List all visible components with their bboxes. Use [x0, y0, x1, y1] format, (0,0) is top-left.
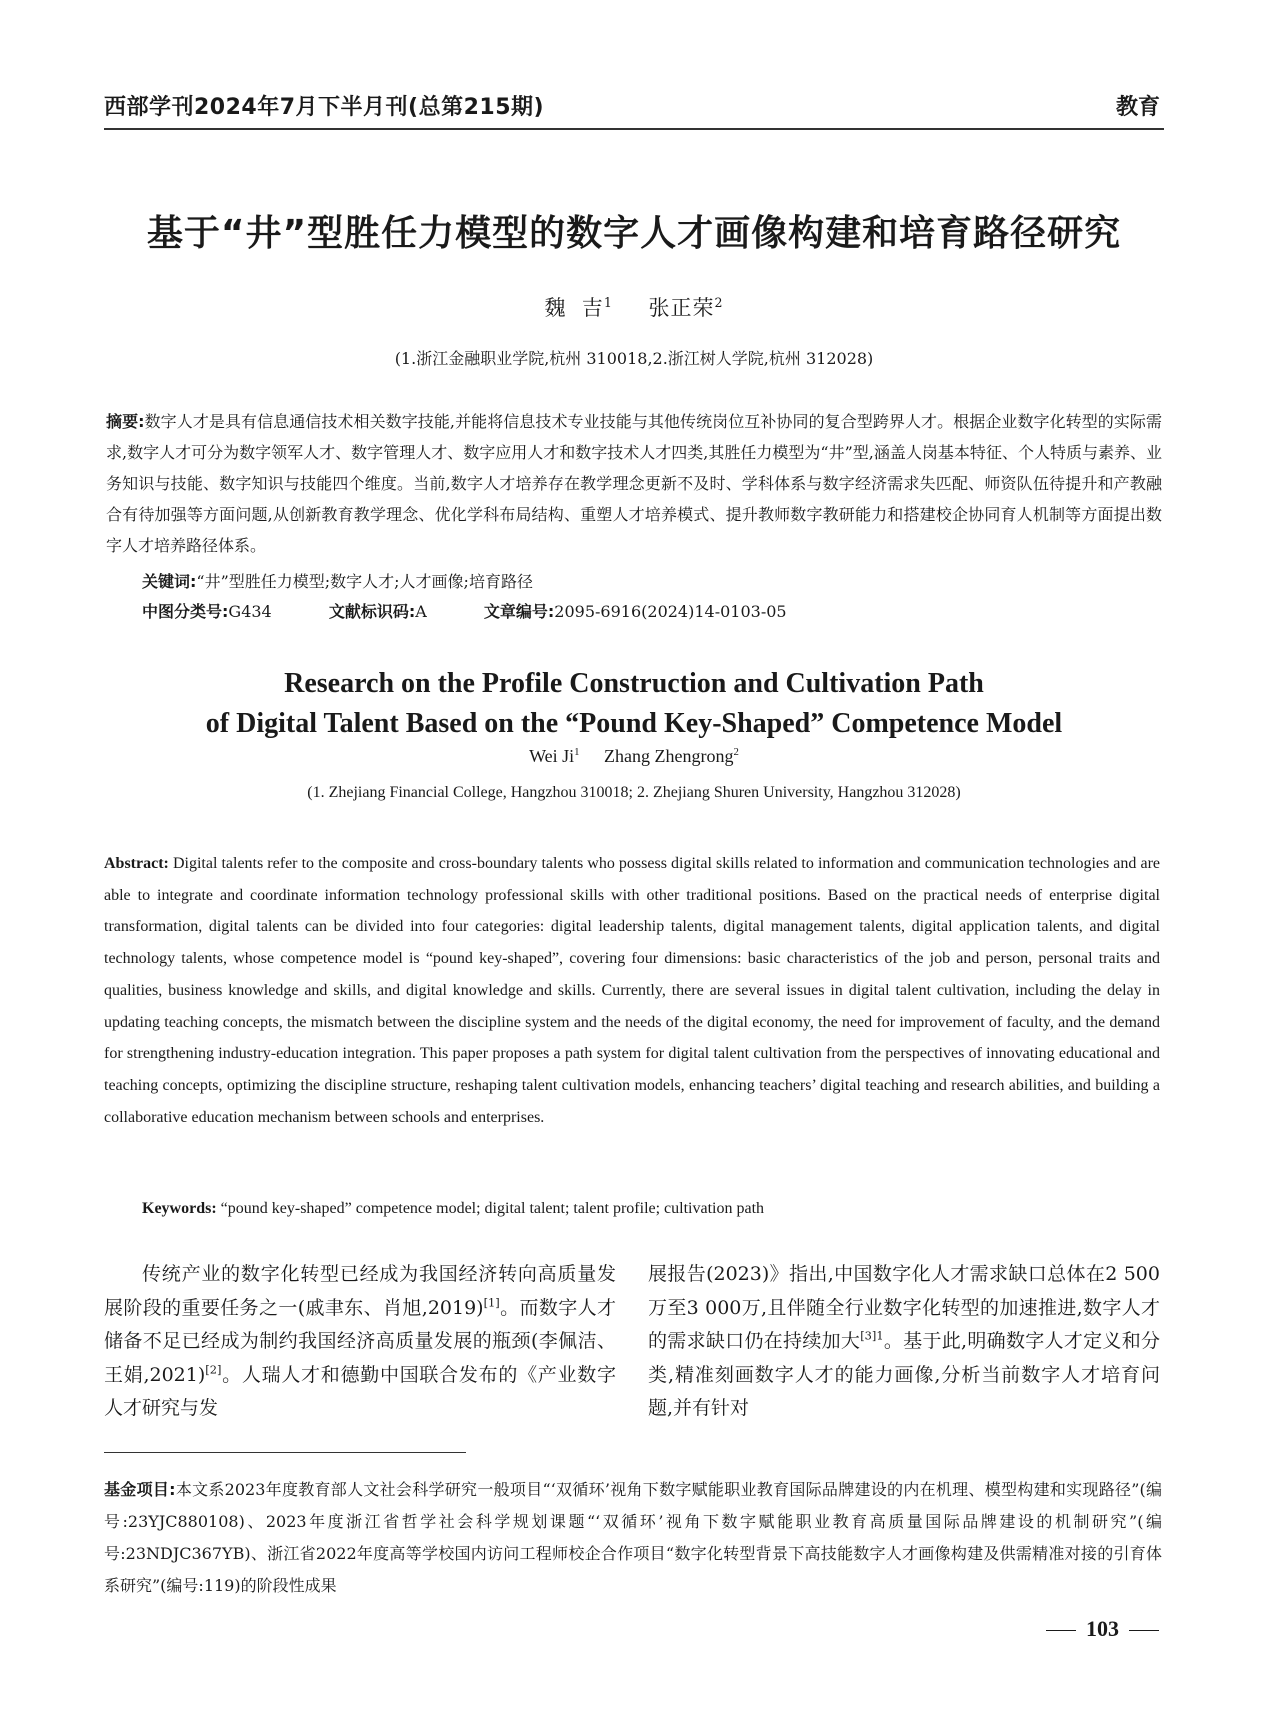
english-keywords-text: “pound key-shaped” competence model; digital talent; talent profile; cultivation path [220, 1200, 765, 1217]
footnote-divider [104, 1452, 466, 1453]
page-dash-right [1129, 1630, 1159, 1631]
chinese-affiliation: (1.浙江金融职业学院,杭州 310018,2.浙江树人学院,杭州 312028) [394, 349, 874, 368]
english-title [0, 664, 1268, 744]
classification-line [142, 598, 1162, 626]
english-author-1: Wei Ji$^1$ [529, 746, 580, 766]
english-keywords-label: Keywords: [142, 1200, 217, 1217]
citation-3: [3]1 [860, 1328, 884, 1343]
clc-number: 中图分类号:G434 [142, 602, 272, 621]
funding-footnote [104, 1474, 1162, 1602]
citation-1: [1] [483, 1295, 500, 1310]
document-code: 文献标识码:A [328, 602, 427, 621]
journal-header: 西部学刊2024年7月下半月刊(总第215期) [104, 95, 545, 120]
funding-label: 基金项目: [104, 1480, 176, 1499]
section-label: 教育 [1115, 95, 1160, 120]
english-abstract [104, 848, 1160, 1133]
funding-text: 本文系2023年度教育部人文社会科学研究一般项目“‘双循环’视角下数字赋能职业教育国际品牌建设的内在机理、模型构建和实现路径”(编号:23YJC880108)、2023年度浙江省哲学社会科学规划课题“‘双循环’视角下数字赋能职业教育高质量国际品牌建设的机制研究”(编号:23NDJC367YB)、浙江省2022年度高等学校国内访问工程师校企合作项目“数字化转型背景下高技能数字人才画像构建及供需精准对接的引育体系研究”(编号:119)的阶段性成果 [104, 1480, 1162, 1595]
english-abstract-text: Digital talents refer to the composite and cross-boundary talents who possess digital skills related to information and communication technologies and are able to integrate and coordinate information technology professional skills with other traditional positions. Based on the practical needs of enterprise digital transformation, digital talents can be divided into four categories: digital leadership talents, digital management talents, digital application talents, and digital technology talents, whose competence model is “pound key-shaped”, covering four dimensions: basic characteristics of the job and person, personal traits and qualities, business knowledge and skills, and digital knowledge and skills. Currently, there are several issues in digital talent cultivation, including the delay in updating teaching concepts, the mismatch between the discipline system and the needs of the digital economy, the need for improvement of faculty, and the demand for strengthening industry-education integration. This paper proposes a path system for digital talent cultivation from the perspectives of innovating educational and teaching concepts, optimizing the discipline structure, reshaping talent cultivation models, enhancing teachers’ digital teaching and research abilities, and building a collaborative education mechanism between schools and enterprises. [104, 855, 1161, 1126]
chinese-authors [0, 292, 1268, 322]
english-author-2: Zhang Zhengrong$^2$ [604, 746, 739, 766]
chinese-title: 基于“井”型胜任力模型的数字人才画像构建和培育路径研究 [146, 213, 1122, 254]
english-title-line-1: Research on the Profile Construction and Cultivation Path [284, 668, 984, 699]
english-authors [0, 746, 1268, 767]
keywords-label: 关键词: [142, 572, 197, 591]
english-title-line-2: of Digital Talent Based on the “Pound Key-Shaped” Competence Model [205, 708, 1063, 739]
author-2: 张正荣$^2$ [648, 295, 724, 320]
chinese-keywords [142, 568, 1162, 596]
author-1: 魏 吉$^1$ [544, 295, 613, 320]
english-affiliation: (1. Zhejiang Financial College, Hangzhou 310018; 2. Zhejiang Shuren University, Hangzhou 312028) [307, 784, 961, 801]
body-column-right: 展报告(2023)》指出,中国数字化人才需求缺口总体在2 500万至3 000万,且伴随全行业数字化转型的加速推进,数字人才的需求缺口仍在持续加大$^{[3]1}$。基于此,明确数字人才定义和分类,精准刻画数字人才的能力画像,分析当前数字人才培育问题,并有针对 [648, 1263, 1160, 1420]
abstract-label: 摘要: [106, 412, 145, 431]
body-column-left: 传统产业的数字化转型已经成为我国经济转向高质量发展阶段的重要任务之一(戚聿东、肖旭,2019)[1]。而数字人才储备不足已经成为制约我国经济高质量发展的瓶颈(李佩洁、王娟,2021)[2]。人瑞人才和德勤中国联合发布的《产业数字人才研究与发 [104, 1263, 616, 1420]
citation-2: [2] [205, 1362, 222, 1377]
page-dash-left [1046, 1630, 1076, 1631]
english-keywords [142, 1200, 1162, 1218]
chinese-abstract [106, 406, 1162, 561]
article-number: 文章编号:2095-6916(2024)14-0103-05 [483, 602, 787, 621]
keywords-text: “井”型胜任力模型;数字人才;人才画像;培育路径 [196, 572, 533, 591]
english-abstract-label: Abstract: [104, 855, 169, 872]
page-number: 103 [1036, 1616, 1169, 1642]
abstract-text: 数字人才是具有信息通信技术相关数字技能,并能将信息技术专业技能与其他传统岗位互补协同的复合型跨界人才。根据企业数字化转型的实际需求,数字人才可分为数字领军人才、数字管理人才、数字应用人才和数字技术人才四类,其胜任力模型为“井”型,涵盖人岗基本特征、个人特质与素养、业务知识与技能、数字知识与技能四个维度。当前,数字人才培养存在教学理念更新不及时、学科体系与数字经济需求失匹配、师资队伍待提升和产教融合有待加强等方面问题,从创新教育教学理念、优化学科布局结构、重塑人才培养模式、提升教师数字教研能力和搭建校企协同育人机制等方面提出数字人才培养路径体系。 [106, 412, 1162, 555]
header-divider [104, 128, 1164, 130]
